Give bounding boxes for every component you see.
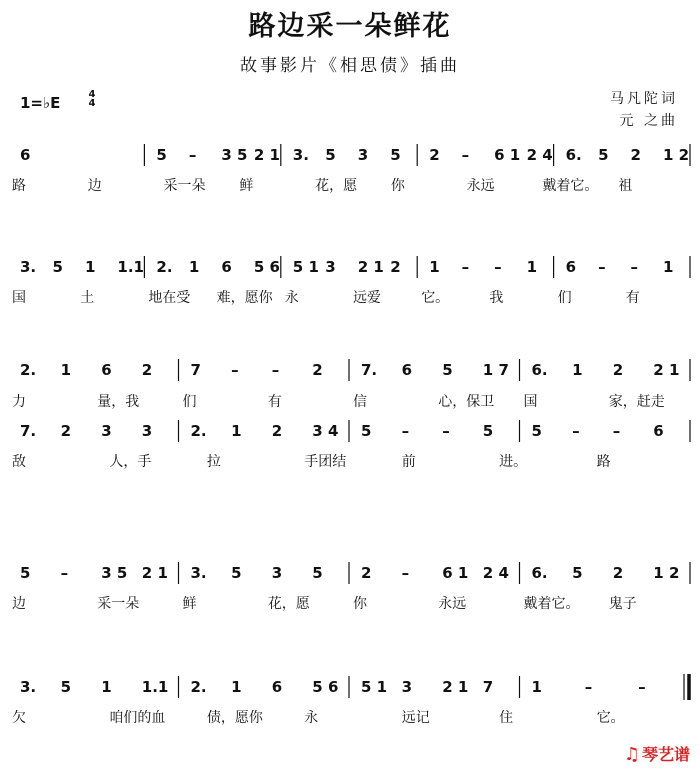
lyric: 花，愿	[267, 596, 310, 612]
note: 5	[572, 564, 583, 582]
lyric: 我	[489, 290, 504, 306]
note: 5 6	[312, 678, 339, 696]
note: 2	[361, 564, 372, 582]
note: 3.	[20, 678, 37, 696]
note: 1 2	[663, 146, 690, 164]
lyric: 永远	[466, 178, 495, 194]
note: 5	[52, 258, 63, 276]
watermark	[624, 742, 690, 765]
note: –	[401, 564, 410, 582]
note: 5	[231, 564, 242, 582]
lyric: 祖	[618, 178, 633, 194]
note: 2 4	[526, 146, 553, 164]
lyric: 力	[12, 394, 26, 410]
lyric: 有	[267, 394, 282, 410]
note: 2.	[190, 678, 207, 696]
lyric: 们	[182, 394, 197, 410]
lyric: 鲜	[239, 178, 254, 194]
lyric: 戴着它。	[523, 596, 580, 612]
note: –	[630, 258, 639, 276]
lyric: 进。	[499, 454, 528, 470]
note: 1	[101, 678, 112, 696]
note: 2.	[156, 258, 173, 276]
note: 1	[84, 258, 96, 276]
note: 5	[390, 146, 401, 164]
note: 5	[20, 564, 31, 582]
note: 5	[531, 422, 542, 440]
lyric: 路	[12, 178, 26, 194]
page-title: 路边采一朵鲜花	[248, 11, 452, 42]
lyric: 债，愿你	[206, 710, 263, 726]
note: 2.	[20, 361, 37, 379]
note: 3.	[20, 258, 37, 276]
note: 1	[531, 678, 542, 696]
note: 2 1	[653, 361, 680, 379]
note: 6 1	[442, 564, 469, 582]
lyric: 心，保卫	[438, 394, 495, 410]
note: 1.1	[117, 258, 145, 276]
lyric: 有	[625, 290, 640, 306]
note: 7.	[20, 422, 37, 440]
note: 3	[271, 564, 283, 582]
lyric: 采一朵	[97, 596, 140, 612]
note: –	[461, 146, 470, 164]
note: 5 6	[253, 258, 280, 276]
note: 2 1	[141, 564, 168, 582]
note: 2	[271, 422, 283, 440]
composer-credit: 元 之曲	[619, 113, 678, 129]
note: 3.	[190, 564, 207, 582]
note: 2 1	[442, 678, 469, 696]
lyric: 拉	[206, 454, 221, 470]
note: 5	[442, 361, 453, 379]
lyric: 远记	[401, 710, 430, 726]
note: 3 5	[221, 146, 248, 164]
note: 5	[482, 422, 494, 440]
lyric: 路	[596, 454, 611, 470]
note: 3	[141, 422, 153, 440]
lyric: 戴着它。	[542, 178, 599, 194]
note: 2	[612, 564, 624, 582]
lyricist-credit: 马凡陀词	[610, 91, 678, 107]
note: –	[188, 146, 197, 164]
note: –	[494, 258, 502, 276]
note: 3 4	[312, 422, 339, 440]
time-signature-top: 4	[88, 89, 96, 100]
note: –	[638, 678, 646, 696]
lyric: 你	[353, 596, 367, 612]
lyric: 土	[80, 290, 95, 306]
watermark-text: 琴艺谱	[641, 745, 690, 764]
note: 3.	[292, 146, 309, 164]
lyric: 难，愿你	[216, 290, 273, 306]
note: –	[584, 678, 593, 696]
note: 6.	[531, 564, 548, 582]
note: 6.	[565, 146, 582, 164]
note: 5 1	[361, 678, 388, 696]
lyric: 人，手	[109, 454, 152, 470]
note: 5	[312, 564, 323, 582]
note: 7.	[361, 361, 378, 379]
note: 5	[156, 146, 167, 164]
note: 3	[401, 678, 413, 696]
note: 1 7	[482, 361, 509, 379]
note: 2	[630, 146, 641, 164]
note: 2	[60, 422, 72, 440]
note: 1	[231, 678, 242, 696]
note: 3 5	[101, 564, 128, 582]
note: –	[598, 258, 606, 276]
note: –	[442, 422, 450, 440]
note: 1	[60, 361, 72, 379]
note: 2	[312, 361, 323, 379]
note: 6	[401, 361, 413, 379]
lyric: 远爱	[353, 290, 381, 306]
note: 2 1	[253, 146, 280, 164]
lyric: 前	[401, 454, 416, 470]
note: 2 4	[482, 564, 509, 582]
note: 6 1	[494, 146, 521, 164]
note: 2.	[190, 422, 207, 440]
note: 6	[653, 422, 664, 440]
note: 1	[429, 258, 440, 276]
note: 6.	[531, 361, 548, 379]
note: 6	[20, 146, 31, 164]
note: 3	[325, 258, 336, 276]
note: –	[60, 564, 69, 582]
note: –	[572, 422, 580, 440]
note: 5	[60, 678, 72, 696]
note: 5	[598, 146, 609, 164]
note: 6	[221, 258, 232, 276]
time-signature-bottom: 4	[88, 98, 96, 109]
lyric: 花，愿	[315, 178, 358, 194]
lyric: 边	[12, 596, 26, 612]
lyric: 采一朵	[163, 178, 206, 194]
lyric: 信	[353, 394, 367, 410]
note: 6	[565, 258, 577, 276]
note: –	[401, 422, 410, 440]
note: 2	[429, 146, 440, 164]
lyric: 咱们的血	[109, 710, 166, 726]
lyric: 欠	[12, 710, 26, 726]
note: 6	[271, 678, 283, 696]
note: 5	[325, 146, 336, 164]
lyric: 地在受	[148, 290, 191, 306]
note: 6	[101, 361, 112, 379]
page-subtitle: 故事影片《相思债》插曲	[240, 56, 460, 76]
piano-logo-icon: ♫	[623, 744, 640, 765]
note: 7	[190, 361, 201, 379]
note: 1	[572, 361, 583, 379]
note: 2	[612, 361, 624, 379]
note: 3	[357, 146, 369, 164]
lyric: 你	[390, 178, 405, 194]
lyric: 它。	[421, 290, 450, 306]
note: 7	[482, 678, 494, 696]
lyric: 手团结	[304, 454, 347, 470]
note: 5 1	[292, 258, 319, 276]
note: 3	[101, 422, 112, 440]
lyric: 量，我	[97, 394, 140, 410]
note: –	[612, 422, 621, 440]
lyric: 永	[304, 710, 319, 726]
lyric: 国	[12, 290, 26, 306]
lyric: 鲜	[182, 596, 197, 612]
note: 2 1	[357, 258, 384, 276]
note: 1 2	[653, 564, 680, 582]
note: –	[461, 258, 470, 276]
lyric: 们	[557, 290, 572, 306]
note: 1	[526, 258, 538, 276]
lyric: 永远	[438, 596, 467, 612]
note: 2	[141, 361, 153, 379]
lyric: 家，赶走	[608, 394, 665, 410]
note: 5	[361, 422, 372, 440]
key-label: 1=♭E	[20, 94, 61, 112]
lyric: 敌	[12, 454, 26, 470]
note: –	[231, 361, 239, 379]
lyric: 鬼子	[608, 596, 637, 612]
lyric: 国	[523, 394, 538, 410]
note: –	[271, 361, 280, 379]
lyric: 永	[284, 290, 299, 306]
note: 1.1	[141, 678, 169, 696]
note: 1	[663, 258, 674, 276]
lyric: 它。	[596, 710, 625, 726]
lyric: 边	[87, 178, 102, 194]
lyric: 住	[499, 710, 514, 726]
note: 2	[390, 258, 401, 276]
note: 1	[188, 258, 200, 276]
note: 1	[231, 422, 242, 440]
